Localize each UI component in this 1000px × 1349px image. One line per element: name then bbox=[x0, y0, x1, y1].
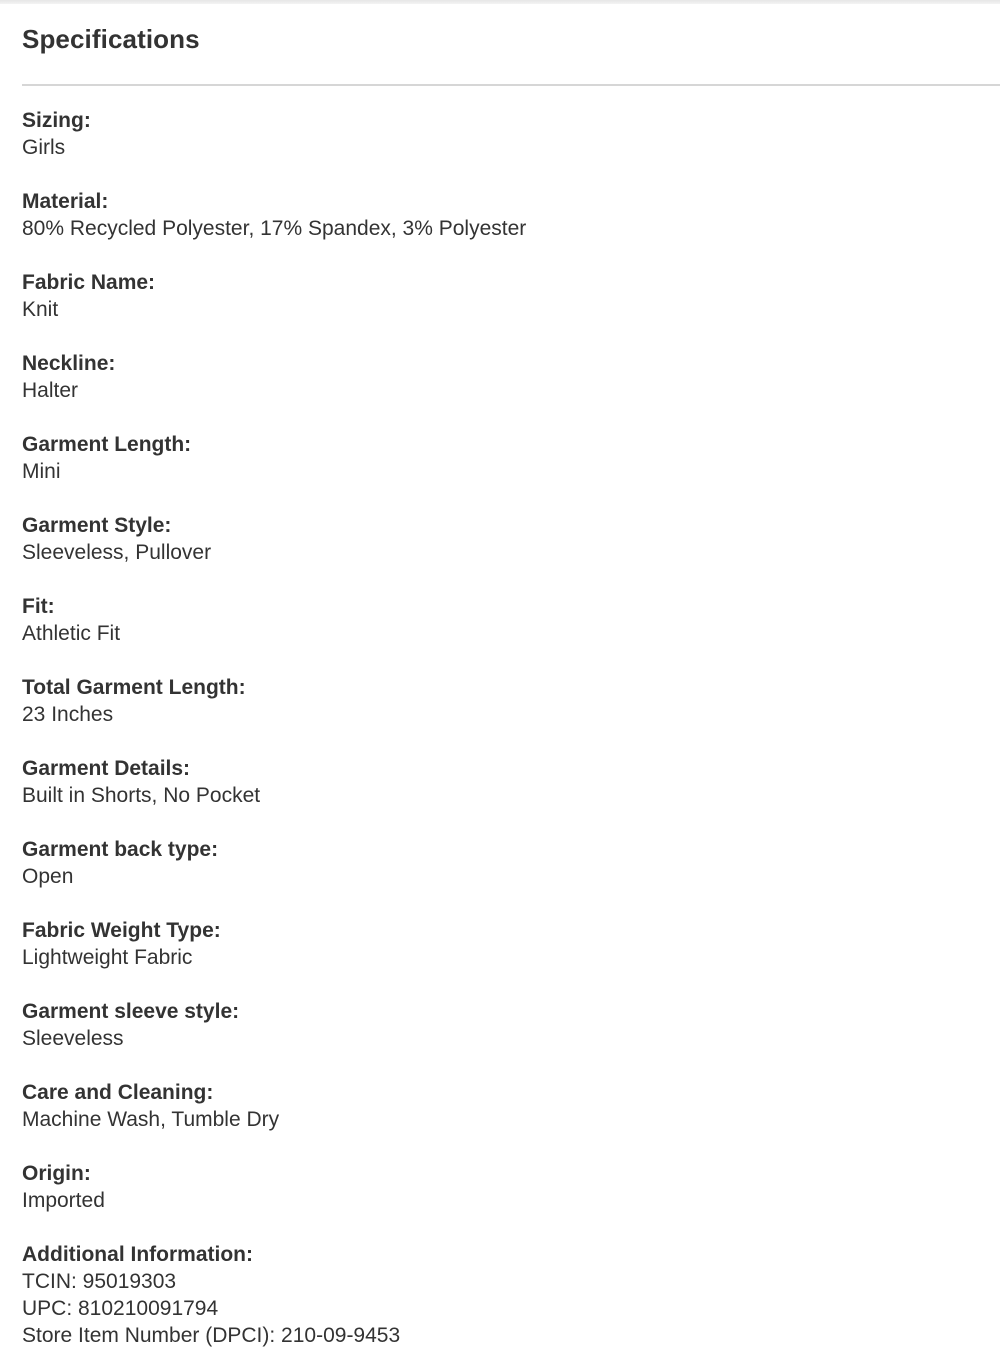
spec-label: Fabric Weight Type: bbox=[22, 919, 221, 942]
spec-item-garment-details bbox=[22, 755, 980, 836]
spec-value: Halter bbox=[22, 379, 79, 402]
spec-item-additional-information bbox=[22, 1241, 980, 1347]
upc-value: UPC: 810210091794 bbox=[22, 1297, 219, 1320]
spec-item-total-garment-length bbox=[22, 674, 980, 755]
spec-item-fit bbox=[22, 593, 980, 674]
spec-item-sizing bbox=[22, 107, 980, 188]
spec-value: 80% Recycled Polyester, 17% Spandex, 3% Polyester bbox=[22, 217, 527, 240]
spec-item-care-and-cleaning bbox=[22, 1079, 980, 1160]
spec-value: Girls bbox=[22, 136, 66, 159]
spec-value: Mini bbox=[22, 460, 61, 483]
spec-value: Sleeveless bbox=[22, 1027, 124, 1050]
spec-label: Garment Details: bbox=[22, 757, 191, 780]
spec-label: Fabric Name: bbox=[22, 271, 156, 294]
spec-label: Material: bbox=[22, 190, 109, 213]
spec-label: Fit: bbox=[22, 595, 55, 618]
spec-item-garment-style bbox=[22, 512, 980, 593]
spec-item-neckline bbox=[22, 350, 980, 431]
spec-value: Built in Shorts, No Pocket bbox=[22, 784, 261, 807]
spec-label: Garment Style: bbox=[22, 514, 172, 537]
spec-item-fabric-weight-type bbox=[22, 917, 980, 998]
spec-label: Sizing: bbox=[22, 109, 91, 132]
spec-item-material bbox=[22, 188, 980, 269]
spec-value: Athletic Fit bbox=[22, 622, 121, 645]
spec-item-fabric-name bbox=[22, 269, 980, 350]
tcin-value: TCIN: 95019303 bbox=[22, 1270, 177, 1293]
spec-value: Sleeveless, Pullover bbox=[22, 541, 212, 564]
spec-label: Garment Length: bbox=[22, 433, 192, 456]
spec-value: Open bbox=[22, 865, 74, 888]
spec-item-garment-length bbox=[22, 431, 980, 512]
spec-value: 23 Inches bbox=[22, 703, 114, 726]
spec-label: Care and Cleaning: bbox=[22, 1081, 214, 1104]
spec-item-origin bbox=[22, 1160, 980, 1241]
spec-label: Origin: bbox=[22, 1162, 91, 1185]
spec-value: Knit bbox=[22, 298, 59, 321]
dpci-value: Store Item Number (DPCI): 210-09-9453 bbox=[22, 1324, 401, 1347]
spec-value: Imported bbox=[22, 1189, 105, 1212]
spec-value: Machine Wash, Tumble Dry bbox=[22, 1108, 280, 1131]
spec-item-garment-sleeve-style bbox=[22, 998, 980, 1079]
top-edge-shadow bbox=[0, 0, 1000, 4]
header-divider bbox=[22, 84, 1000, 86]
spec-value: Lightweight Fabric bbox=[22, 946, 193, 969]
spec-label: Additional Information: bbox=[22, 1243, 253, 1266]
spec-label: Garment back type: bbox=[22, 838, 219, 861]
spec-list bbox=[22, 107, 980, 1347]
section-title: Specifications bbox=[22, 24, 200, 54]
spec-label: Total Garment Length: bbox=[22, 676, 246, 699]
spec-label: Neckline: bbox=[22, 352, 116, 375]
spec-label: Garment sleeve style: bbox=[22, 1000, 240, 1023]
spec-item-garment-back-type bbox=[22, 836, 980, 917]
